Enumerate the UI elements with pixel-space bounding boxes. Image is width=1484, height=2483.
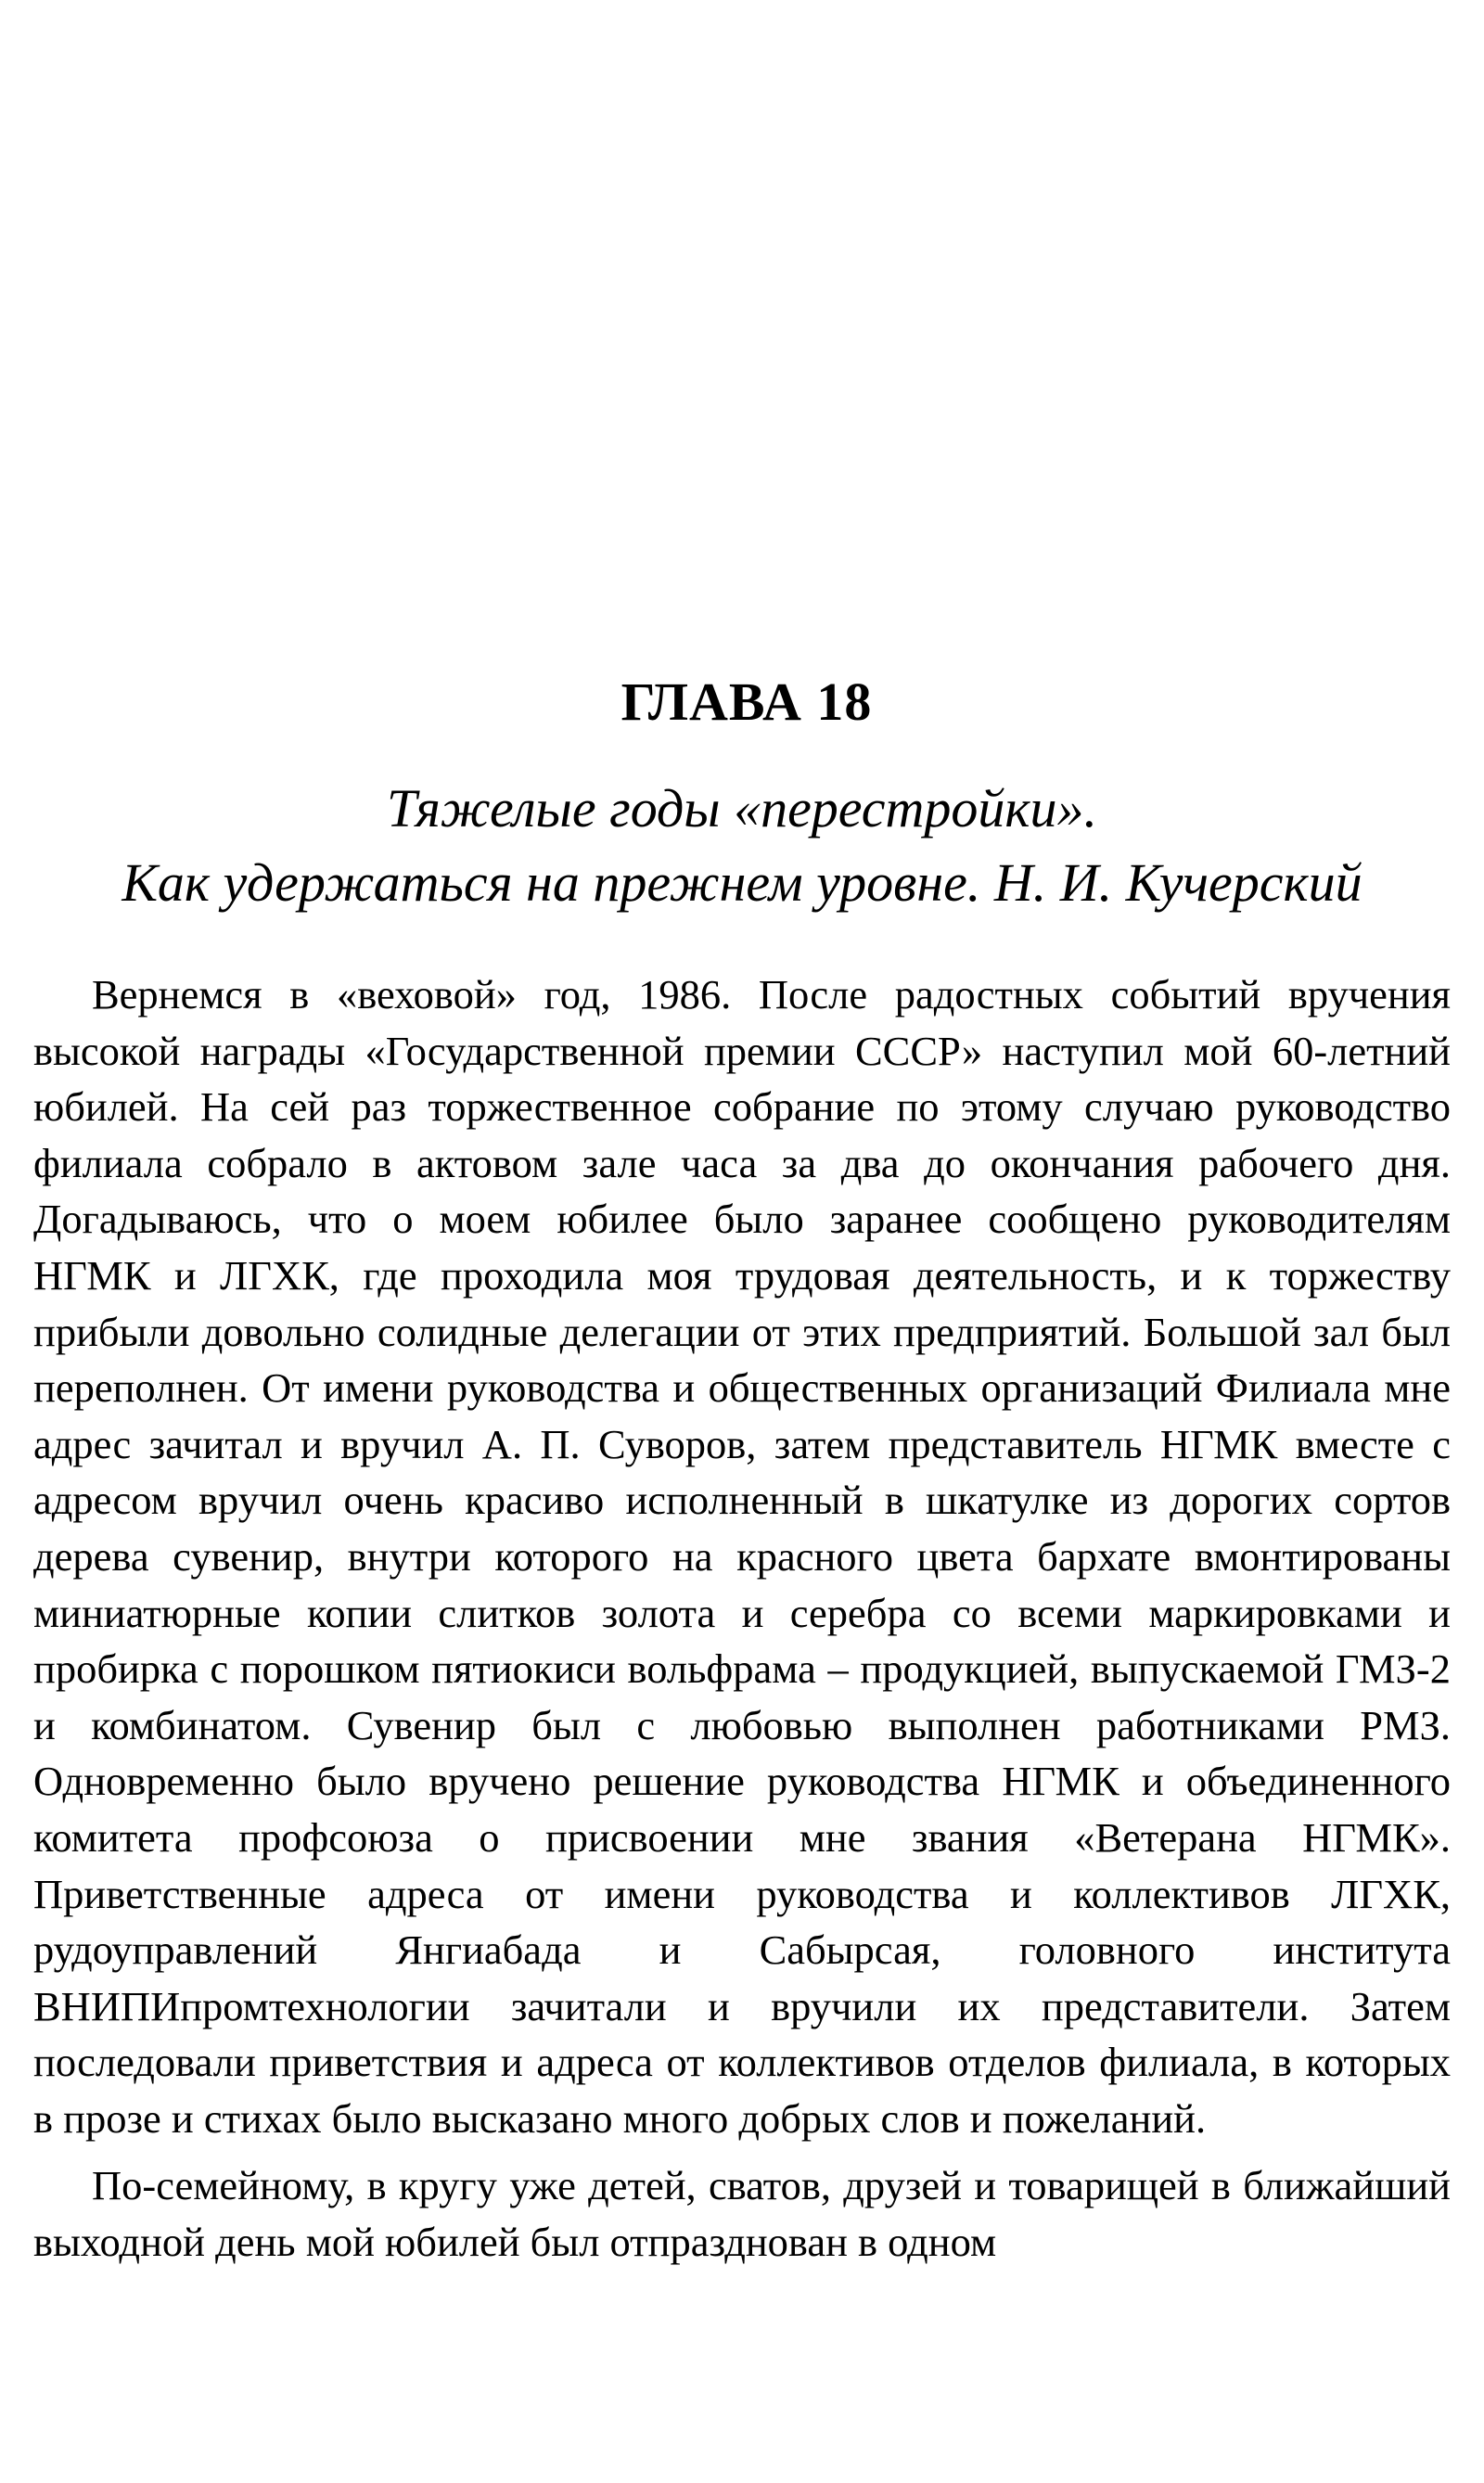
paragraph: По-семейному, в кругу уже детей, сватов, друзей и товарищей в ближайший выходной день мой юбилей был отпразднован в одном bbox=[33, 2162, 1451, 2266]
chapter-title: ГЛАВА 18 bbox=[620, 672, 873, 732]
chapter-subtitle bbox=[0, 772, 1484, 920]
paragraph: Вернемся в «веховой» год, 1986. После радостных событий вручения высокой награды «Государственной премии СССР» наступил мой 60-летний юбилей. На сей раз торжественное собрание по этому случаю руководство филиала собрало в актовом зале часа за два до окончания рабочего дня. Догадываюсь, что о моем юбилее было заранее сообщено руководителям НГМК и ЛГХК, где проходила моя трудовая деятельность, и к торжеству прибыли довольно солидные делегации от этих предприятий. Большой зал был переполнен. От имени руководства и общественных организаций Филиала мне адрес зачитал и вручил А. П. Суворов, затем представитель НГМК вместе с адресом вручил очень красиво исполненный в шкатулке из дорогих сортов дерева сувенир, внутри которого на красного цвета бархате вмонтированы миниатюрные копии слитков золота и серебра со всеми маркировками и пробирка с порошком пятиокиси вольфрама – продукцией, выпускаемой ГМЗ-2 и комбинатом. Сувенир был с любовью выполнен работниками РМЗ. Одновременно было вручено решение руководства НГМК и объединенного комитета профсоюза о присвоении мне звания «Ветерана НГМК». Приветственные адреса от имени руководства и коллективов ЛГХК, рудоуправлений Янгиабада и Сабырсая, головного института ВНИПИпромтехнологии зачитали и вручили их представители. Затем последовали приветствия и адреса от коллективов отделов филиала, в которых в прозе и стихах было высказано много добрых слов и пожеланий. bbox=[33, 971, 1451, 2142]
body-text bbox=[33, 966, 1451, 2282]
chapter-subtitle-line-2: Как удержаться на прежнем уровне. Н. И. Кучерский bbox=[122, 852, 1362, 913]
chapter-subtitle-line-1: Тяжелые годы «перестройки». bbox=[386, 778, 1098, 838]
